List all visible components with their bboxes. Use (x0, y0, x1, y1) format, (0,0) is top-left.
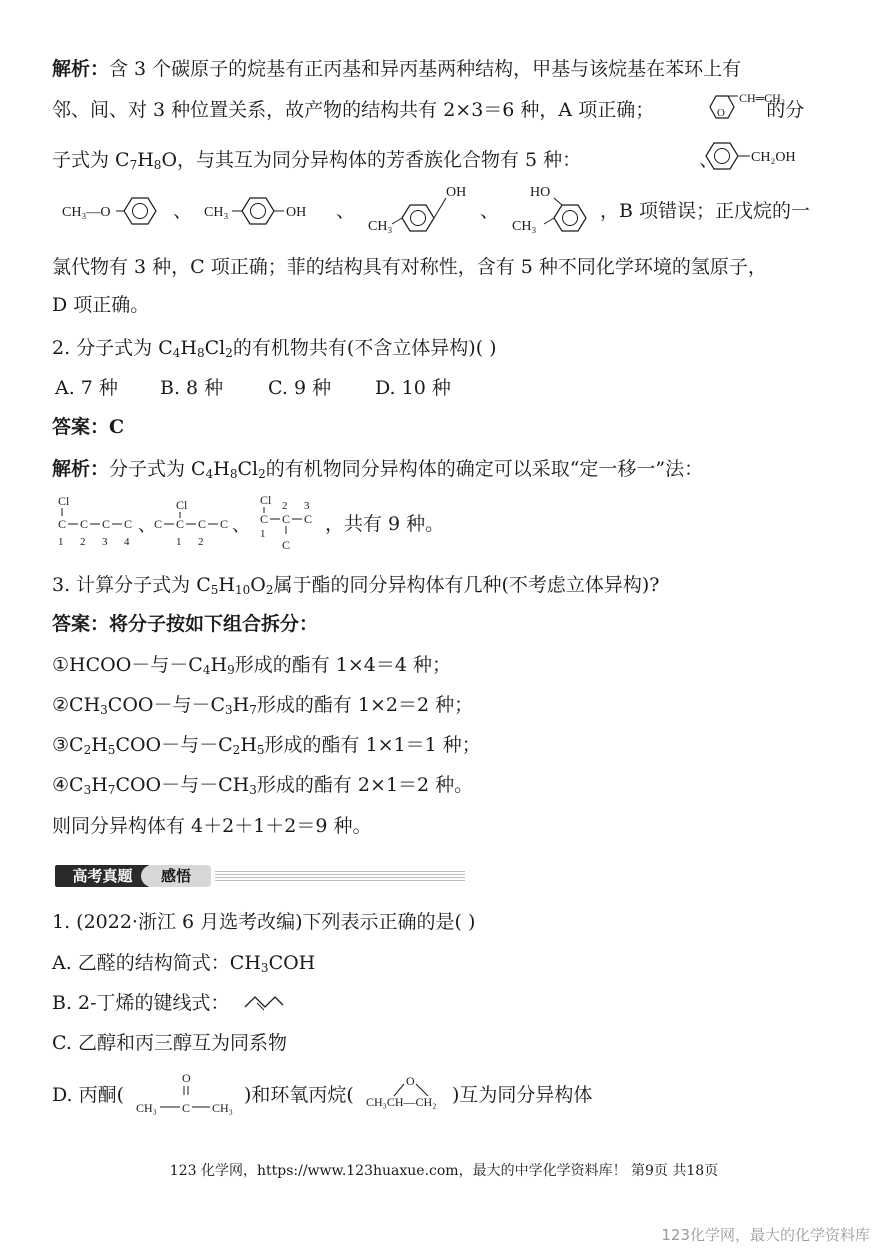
vinyl-furan-structure (702, 88, 822, 128)
q3-item-3: $③C_2H_5COO-$与$-C_2H_5$形成的酯有 1×1＝1 种； (52, 734, 481, 757)
banner-ganwu: 感悟 (141, 865, 211, 887)
acetone-structure (134, 1068, 246, 1118)
svg-text:C: C (260, 512, 269, 526)
sep-1: 、 (173, 200, 193, 222)
svg-text:1: 1 (260, 528, 266, 540)
svg-text:C: C (304, 512, 313, 526)
svg-text:、: 、 (138, 515, 156, 535)
svg-text:2: 2 (282, 500, 288, 512)
sep-3: 、 (480, 200, 500, 222)
svg-text:C: C (182, 1101, 191, 1115)
svg-text:2: 2 (198, 536, 204, 548)
q2-tail: ，共有 9 种。 (325, 513, 445, 535)
banner-gaokao: 高考真题 (55, 865, 150, 887)
q4-option-d-a: D. 丙酮( (52, 1084, 125, 1106)
benzyl-alcohol-structure (696, 138, 816, 174)
svg-text:O: O (406, 1074, 415, 1088)
analysis1-line5: 氯代物有 3 种，C 项正确；菲的结构具有对称性，含有 5 种不同化学环境的氢原子， (52, 256, 767, 278)
svg-text:O: O (717, 107, 725, 119)
q4-option-d-c: )互为同分异构体 (452, 1084, 593, 1106)
analysis1-line1: 解析：含 3 个碳原子的烷基有正丙基和异丙基两种结构，甲基与该烷基在苯环上有 (52, 58, 742, 80)
svg-text:C: C (220, 517, 229, 531)
svg-text:1: 1 (176, 536, 182, 548)
svg-text:、: 、 (232, 515, 250, 535)
analysis1-line4-end: ，B 项错误；正戊烷的一 (600, 200, 811, 222)
epoxypropane-structure (364, 1072, 456, 1112)
q4-option-a: A. 乙醛的结构简式：$CH_3COH$ (52, 952, 316, 975)
section-banner (55, 862, 415, 890)
butene-skeletal (243, 993, 285, 1013)
svg-text:CH₃—O: CH₃—O (62, 205, 111, 220)
q2-option-a: A. 7 种 (55, 377, 118, 399)
m-cresol-structure (366, 180, 476, 244)
page-footer: 123 化学网，https://www.123huaxue.com，最大的中学化学资料库！ 第9页 共18页 (169, 1163, 719, 1179)
q2-answer: 答案：C (52, 416, 125, 438)
q2-option-d: D. 10 种 (375, 377, 451, 399)
svg-text:C: C (124, 517, 133, 531)
svg-text:C: C (282, 538, 291, 552)
anisole-structure (60, 190, 193, 234)
svg-text:C: C (282, 512, 291, 526)
p-cresol-structure (202, 190, 342, 234)
svg-text:CH₃: CH₃ (212, 1101, 233, 1115)
svg-text:CH═CH₂: CH═CH₂ (739, 91, 786, 105)
q3-stem: 3. 计算分子式为 $C_5H_{10}O_2$属于酯的同分异构体有几种(不考虑立体异构)? (52, 574, 660, 597)
svg-text:C: C (102, 517, 111, 531)
o-cresol-structure (508, 180, 608, 244)
svg-text:Cl: Cl (58, 494, 70, 508)
analysis-label: 解析： (52, 58, 110, 80)
q4-option-c: C. 乙醇和丙三醇互为同系物 (52, 1032, 287, 1054)
svg-text:3: 3 (304, 500, 310, 512)
svg-text:CH₃: CH₃ (136, 1101, 157, 1115)
svg-text:CH₃: CH₃ (512, 219, 537, 234)
q3-item-4: $④C_3H_7COO-$与$-CH_3$形成的酯有 2×1＝2 种。 (52, 774, 474, 797)
analysis1-line6: D 项正确。 (52, 294, 150, 316)
svg-text:Cl: Cl (260, 493, 272, 507)
q4-stem: 1. (2022·浙江 6 月选考改编)下列表示正确的是( ) (52, 911, 476, 933)
analysis1-line2: 邻、间、对 3 种位置关系，故产物的结构共有 2×3＝6 种，A 项正确； 的分 (52, 99, 805, 121)
q2-option-c: C. 9 种 (268, 377, 332, 399)
svg-text:CH₂OH: CH₂OH (751, 150, 796, 165)
svg-text:C: C (176, 517, 185, 531)
svg-text:C: C (154, 517, 163, 531)
svg-text:1: 1 (58, 536, 64, 548)
svg-text:O: O (182, 1071, 191, 1085)
sep-2: 、 (336, 200, 356, 222)
svg-text:C: C (80, 517, 89, 531)
svg-text:C: C (198, 517, 207, 531)
q2-option-b: B. 8 种 (160, 377, 224, 399)
svg-text:CH₃CH—CH₂: CH₃CH—CH₂ (366, 1095, 437, 1109)
svg-text:C: C (58, 517, 67, 531)
svg-text:3: 3 (102, 536, 108, 548)
svg-text:2: 2 (80, 536, 86, 548)
q3-item-1: ①HCOO－与$-C_4H_9$形成的酯有 1×4＝4 种； (52, 654, 451, 677)
analysis1-line3: 子式为 $C_7H_8O$，与其互为同分异构体的芳香族化合物有 5 种： 、 (52, 149, 719, 172)
svg-text:OH: OH (446, 185, 467, 200)
q2-analysis: 解析：分子式为 $C_4H_8Cl_2$的有机物同分异构体的确定可以采取“定一移一”法： (52, 458, 704, 481)
q4-option-d-b: )和环氧丙烷( (244, 1084, 354, 1106)
svg-text:OH: OH (286, 205, 307, 220)
banner-lines (215, 871, 465, 883)
watermark: 123化学网，最大的化学资料库 (661, 1226, 870, 1244)
q3-conclusion: 则同分异构体有 4＋2＋1＋2＝9 种。 (52, 815, 372, 837)
q2-stem: 2. 分子式为 $C_4H_8Cl_2$的有机物共有(不含立体异构)( ) (52, 337, 497, 360)
chlorobutane-chains (52, 493, 352, 557)
q3-item-2: $②CH_3COO-$与$-C_3H_7$形成的酯有 1×2＝2 种； (52, 694, 474, 717)
svg-text:4: 4 (124, 536, 130, 548)
svg-text:CH₃: CH₃ (368, 219, 393, 234)
q3-answer: 答案：将分子按如下组合拆分： (52, 613, 319, 635)
svg-text:CH₃: CH₃ (204, 205, 229, 220)
svg-text:Cl: Cl (176, 498, 188, 512)
svg-text:HO: HO (530, 185, 551, 200)
q4-option-b: B. 2-丁烯的键线式： (52, 992, 230, 1014)
